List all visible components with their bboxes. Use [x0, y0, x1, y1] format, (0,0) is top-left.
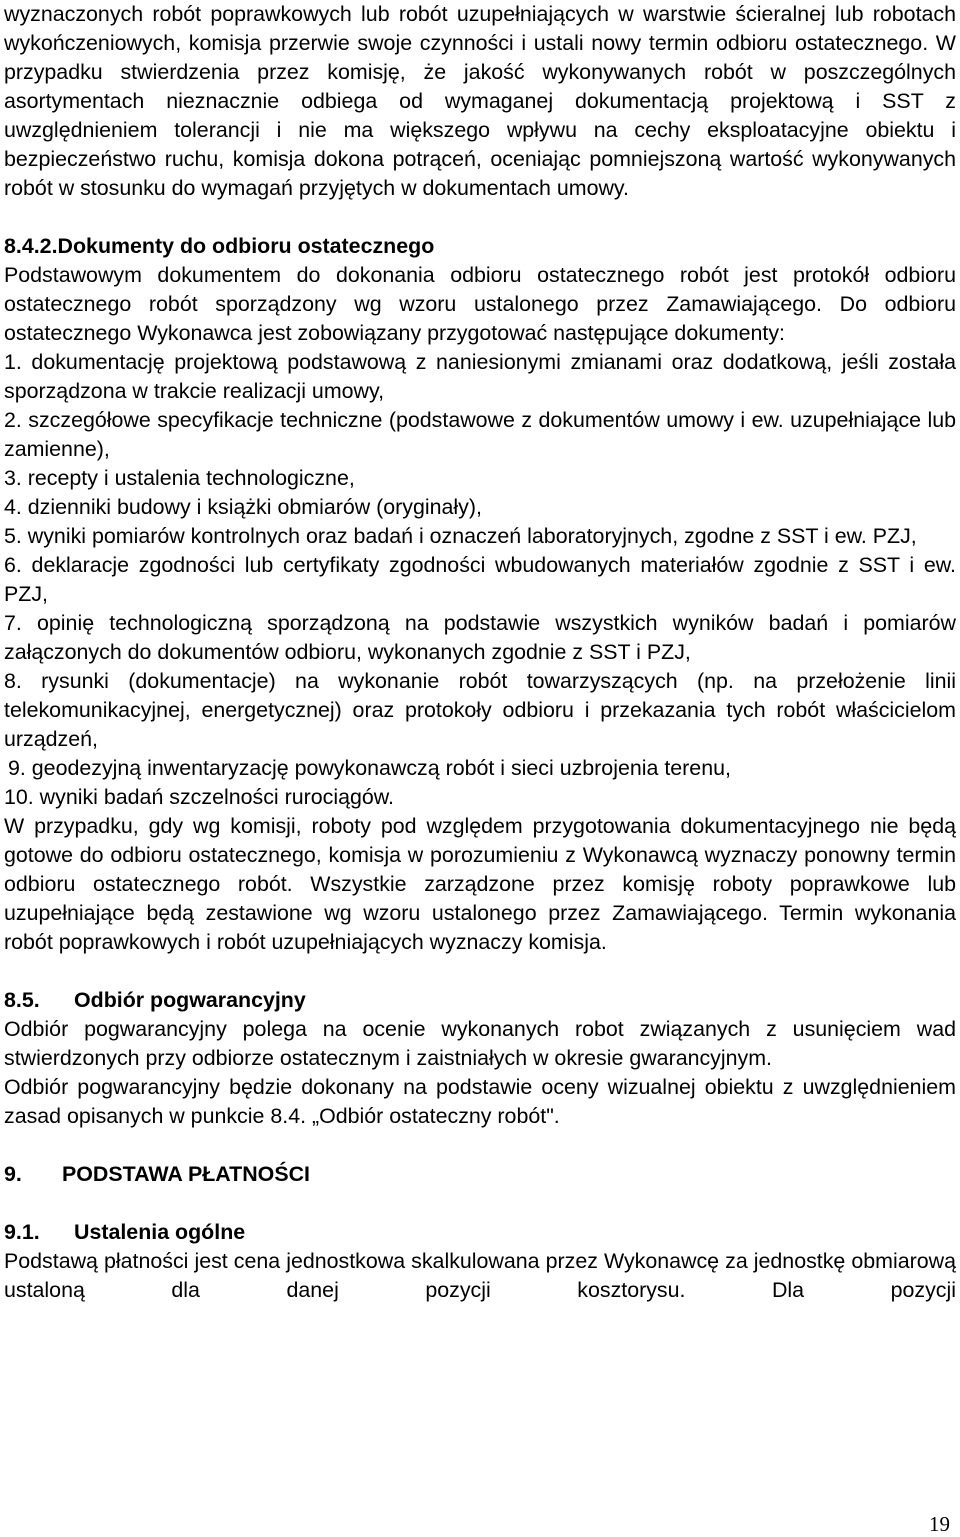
section-title: Dokumenty do odbioru ostatecznego	[57, 234, 435, 258]
section-paragraph: Odbiór pogwarancyjny polega na ocenie wykonanych robot związanych z usunięciem wad stwierdzonych przy odbiorze ostatecznym i zaistniałych w okresie gwarancyjnym.	[4, 1017, 956, 1070]
section-heading-9-1	[4, 1218, 956, 1247]
section-heading-8-5	[4, 986, 956, 1015]
list-item-1: 1. dokumentację projektową podstawową z naniesionymi zmianami oraz dodatkową, jeśli została sporządzona w trakcie realizacji umowy,	[4, 350, 956, 403]
intro-paragraph: wyznaczonych robót poprawkowych lub robót uzupełniających w warstwie ścieralnej lub robotach wykończeniowych, komisja przerwie swoje czynności i ustali nowy termin odbioru ostatecznego. W przypadku stwierdzenia przez komisję, że jakość wykonywanych robót w poszczególnych asortymentach nieznacznie odbiega od wymaganej dokumentacją projektową i SST z uwzględnieniem tolerancji i nie ma większego wpływu na cechy eksploatacyjne obiektu i bezpieczeństwo ruchu, komisja dokona potrąceń, oceniając pomniejszoną wartość wykonywanych robót w stosunku do wymagań przyjętych w dokumentach umowy.	[4, 2, 956, 200]
spacer	[4, 957, 956, 986]
closing-paragraph: W przypadku, gdy wg komisji, roboty pod względem przygotowania dokumentacyjnego nie będą gotowe do odbioru ostatecznego, komisja w porozumieniu z Wykonawcą wyznaczy ponowny termin odbioru ostatecznego robót. Wszystkie zarządzone przez komisję roboty poprawkowe lub uzupełniające będą zestawione wg wzoru ustalonego przez Zamawiającego. Termin wykonania robót poprawkowych i robót uzupełniających wyznaczy komisja.	[4, 814, 956, 954]
section-heading-8-4-2	[4, 232, 956, 261]
section-paragraph: Odbiór pogwarancyjny będzie dokonany na podstawie oceny wizualnej obiektu z uwzględnieniem zasad opisanych w punkcie 8.4. „Odbiór ostateczny robót".	[4, 1075, 956, 1128]
section-title: PODSTAWA PŁATNOŚCI	[62, 1162, 310, 1186]
list-item-2: 2. szczegółowe specyfikacje techniczne (podstawowe z dokumentów umowy i ew. uzupełniające lub zamienne),	[4, 408, 956, 461]
list-item-7: 7. opinię technologiczną sporządzoną na podstawie wszystkich wyników badań i pomiarów załączonych do dokumentów odbioru, wykonanych zgodnie z SST i PZJ,	[4, 611, 956, 664]
section-number: 8.4.2.	[4, 234, 58, 258]
list-item-10: 10. wyniki badań szczelności rurociągów.	[4, 785, 394, 809]
list-item-6: 6. deklaracje zgodności lub certyfikaty zgodności wbudowanych materiałów zgodnie z SST i ew. PZJ,	[4, 553, 956, 606]
section-title: Ustalenia ogólne	[74, 1220, 246, 1244]
section-paragraph: Podstawą płatności jest cena jednostkowa skalkulowana przez Wykonawcę za jednostkę obmiarową ustaloną dla danej pozycji kosztorysu. Dla pozycji	[4, 1249, 956, 1302]
section-number: 9.	[4, 1162, 22, 1186]
list-item-5: 5. wyniki pomiarów kontrolnych oraz badań i oznaczeń laboratoryjnych, zgodne z SST i ew. PZJ,	[4, 524, 917, 548]
section-heading-9	[4, 1160, 956, 1189]
section-number: 9.1.	[4, 1220, 40, 1244]
list-item-4: 4. dzienniki budowy i książki obmiarów (oryginały),	[4, 495, 482, 519]
list-item-3: 3. recepty i ustalenia technologiczne,	[4, 466, 355, 490]
section-title: Odbiór pogwarancyjny	[74, 988, 306, 1012]
section-number: 8.5.	[4, 988, 40, 1012]
spacer	[4, 1189, 956, 1218]
list-item-9: 9. geodezyjną inwentaryzację powykonawczą robót i sieci uzbrojenia terenu,	[8, 756, 731, 780]
spacer	[4, 1131, 956, 1160]
spacer	[4, 203, 956, 232]
document-page	[4, 0, 956, 1305]
list-item-8: 8. rysunki (dokumentacje) na wykonanie robót towarzyszących (np. na przełożenie linii telekomunikacyjnej, energetycznej) oraz protokoły odbioru i przekazania tych robót właścicielom urządzeń,	[4, 669, 956, 751]
section-paragraph: Podstawowym dokumentem do dokonania odbioru ostatecznego robót jest protokół odbioru ostatecznego robót sporządzony wg wzoru ustalonego przez Zamawiającego. Do odbioru ostatecznego Wykonawca jest zobowiązany przygotować następujące dokumenty:	[4, 263, 956, 345]
page-number: 19	[929, 1512, 950, 1536]
